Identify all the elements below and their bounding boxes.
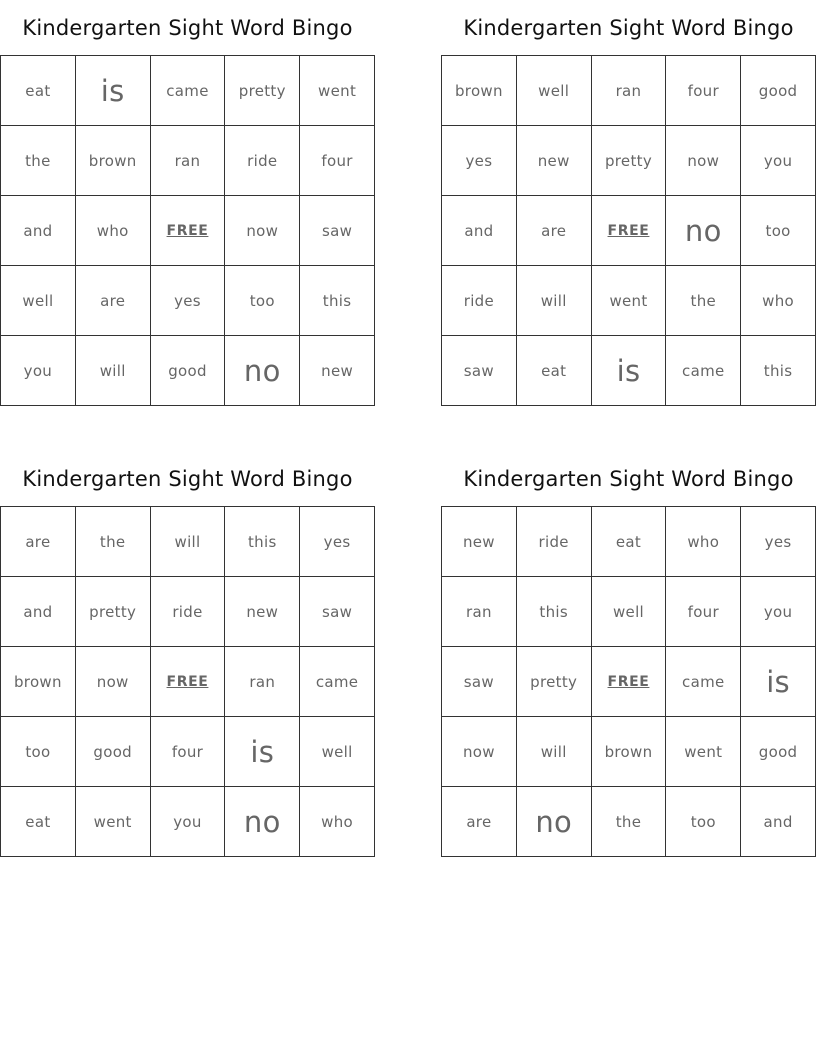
bingo-cell: brown [76, 126, 151, 196]
bingo-cell: are [76, 266, 151, 336]
bingo-cell: the [1, 126, 76, 196]
bingo-cell: ran [151, 126, 226, 196]
bingo-cell: good [741, 56, 816, 126]
bingo-cell: this [300, 266, 375, 336]
bingo-cell: good [76, 717, 151, 787]
bingo-cell: and [741, 787, 816, 857]
bingo-cell: the [666, 266, 741, 336]
bingo-cell: you [1, 336, 76, 406]
bingo-grid [0, 55, 375, 406]
bingo-cell: came [666, 336, 741, 406]
bingo-cell: who [300, 787, 375, 857]
bingo-cell: eat [1, 787, 76, 857]
bingo-cell: and [1, 196, 76, 266]
bingo-cell: pretty [592, 126, 667, 196]
card-title: Kindergarten Sight Word Bingo [22, 16, 353, 40]
bingo-cell: no [225, 787, 300, 857]
bingo-cell: went [300, 56, 375, 126]
bingo-cell: this [517, 577, 592, 647]
bingo-grid [441, 55, 816, 406]
bingo-cell: saw [442, 647, 517, 717]
bingo-cell: this [741, 336, 816, 406]
bingo-cell: ride [442, 266, 517, 336]
bingo-cell: too [225, 266, 300, 336]
bingo-cell: yes [741, 507, 816, 577]
bingo-cell: who [666, 507, 741, 577]
bingo-cell: ran [442, 577, 517, 647]
bingo-cell: is [592, 336, 667, 406]
bingo-cell: saw [300, 196, 375, 266]
bingo-cell: now [442, 717, 517, 787]
bingo-cell: will [76, 336, 151, 406]
bingo-cell: came [151, 56, 226, 126]
bingo-cell: ride [151, 577, 226, 647]
bingo-cell: good [741, 717, 816, 787]
bingo-cell: no [225, 336, 300, 406]
bingo-cell: eat [1, 56, 76, 126]
bingo-cell: went [666, 717, 741, 787]
bingo-cell: will [517, 717, 592, 787]
bingo-cell: eat [592, 507, 667, 577]
bingo-cell: ran [225, 647, 300, 717]
bingo-cell: well [1, 266, 76, 336]
bingo-cell: saw [300, 577, 375, 647]
bingo-cell: new [225, 577, 300, 647]
bingo-cell: well [517, 56, 592, 126]
bingo-cell: now [76, 647, 151, 717]
card-title: Kindergarten Sight Word Bingo [22, 467, 353, 491]
free-space-cell: FREE [592, 196, 667, 266]
bingo-cell: brown [592, 717, 667, 787]
bingo-cell: now [666, 126, 741, 196]
bingo-cell: ran [592, 56, 667, 126]
bingo-cell: will [517, 266, 592, 336]
bingo-cell: saw [442, 336, 517, 406]
bingo-cell: no [666, 196, 741, 266]
bingo-cell: new [300, 336, 375, 406]
bingo-cell: pretty [225, 56, 300, 126]
free-space-cell: FREE [592, 647, 667, 717]
bingo-cell: you [151, 787, 226, 857]
bingo-cell: good [151, 336, 226, 406]
bingo-cell: and [1, 577, 76, 647]
bingo-cell: brown [442, 56, 517, 126]
free-space-cell: FREE [151, 647, 226, 717]
bingo-cell: who [741, 266, 816, 336]
card-title: Kindergarten Sight Word Bingo [463, 16, 794, 40]
bingo-cell: and [442, 196, 517, 266]
bingo-cell: yes [151, 266, 226, 336]
bingo-cell: four [666, 577, 741, 647]
bingo-cell: came [666, 647, 741, 717]
bingo-cell: went [76, 787, 151, 857]
bingo-cell: are [1, 507, 76, 577]
bingo-cell: well [592, 577, 667, 647]
bingo-cell: is [76, 56, 151, 126]
bingo-cell: pretty [76, 577, 151, 647]
bingo-grid [441, 506, 816, 857]
bingo-cell: new [517, 126, 592, 196]
bingo-grid [0, 506, 375, 857]
bingo-cell: well [300, 717, 375, 787]
bingo-cell: yes [442, 126, 517, 196]
bingo-cell: you [741, 126, 816, 196]
bingo-cell: the [76, 507, 151, 577]
bingo-cell: now [225, 196, 300, 266]
bingo-cell: ride [517, 507, 592, 577]
bingo-cell: pretty [517, 647, 592, 717]
bingo-cell: are [517, 196, 592, 266]
bingo-cell: too [741, 196, 816, 266]
bingo-cell: brown [1, 647, 76, 717]
bingo-cell: yes [300, 507, 375, 577]
bingo-cell: is [741, 647, 816, 717]
bingo-cell: new [442, 507, 517, 577]
bingo-cell: this [225, 507, 300, 577]
bingo-cell: no [517, 787, 592, 857]
bingo-cell: ride [225, 126, 300, 196]
bingo-cell: went [592, 266, 667, 336]
bingo-cell: four [666, 56, 741, 126]
bingo-cell: you [741, 577, 816, 647]
bingo-cell: too [1, 717, 76, 787]
bingo-cell: will [151, 507, 226, 577]
bingo-cell: eat [517, 336, 592, 406]
bingo-cell: is [225, 717, 300, 787]
bingo-cell: four [151, 717, 226, 787]
bingo-cell: too [666, 787, 741, 857]
bingo-cell: four [300, 126, 375, 196]
bingo-cell: who [76, 196, 151, 266]
bingo-cell: the [592, 787, 667, 857]
bingo-cell: are [442, 787, 517, 857]
bingo-cell: came [300, 647, 375, 717]
free-space-cell: FREE [151, 196, 226, 266]
card-title: Kindergarten Sight Word Bingo [463, 467, 794, 491]
